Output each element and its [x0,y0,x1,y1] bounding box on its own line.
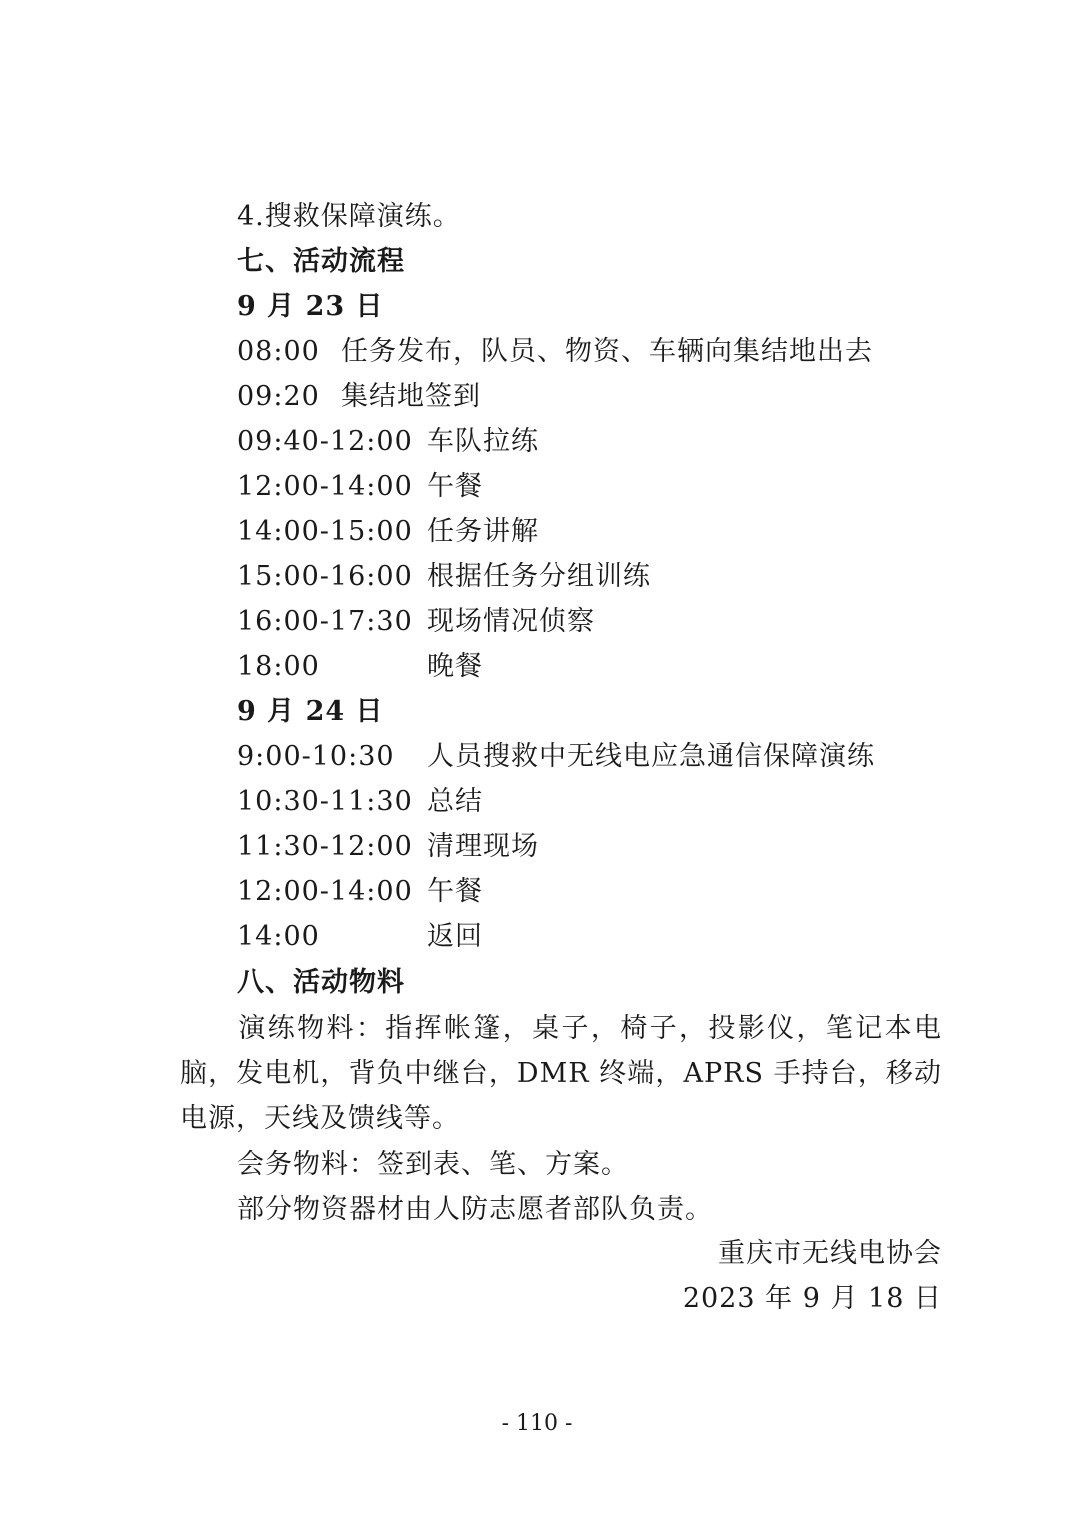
schedule-row [237,602,595,642]
schedule-time: 12:00-14:00 [237,876,413,907]
page-number: - 110 - [501,1411,573,1436]
schedule-task: 任务讲解 [427,516,539,547]
schedule-row [237,782,483,822]
schedule-time: 11:30-12:00 [237,831,413,862]
schedule-task: 午餐 [427,471,483,502]
schedule-task: 车队拉练 [427,426,539,457]
schedule-time: 9:00-10:30 [237,741,395,772]
schedule-row [237,647,483,687]
schedule-time: 18:00 [237,651,320,682]
schedule-task: 午餐 [427,876,483,907]
schedule-task: 根据任务分组训练 [427,561,651,592]
schedule-time: 09:20 [237,381,320,412]
schedule-task: 晚餐 [427,651,483,682]
schedule-time: 09:40-12:00 [237,426,413,457]
schedule-time: 10:30-11:30 [237,786,413,817]
paragraph-meeting-materials [180,1142,942,1187]
schedule-time: 15:00-16:00 [237,561,413,592]
signature-date: 2023 年 9 月 18 日 [682,1283,942,1314]
section-heading-activity-materials: 八、活动物料 [237,967,405,998]
schedule-time: 14:00-15:00 [237,516,413,547]
schedule-row [237,422,539,462]
schedule-task: 返回 [427,921,483,952]
schedule-row [237,332,873,372]
schedule-time: 16:00-17:30 [237,606,413,637]
list-item-search-rescue-drill: 4.搜救保障演练。 [237,201,461,232]
schedule-date-day2: 9 月 24 日 [237,696,384,727]
signature-organization: 重庆市无线电协会 [718,1238,942,1269]
schedule-task: 现场情况侦察 [427,606,595,637]
schedule-time: 12:00-14:00 [237,471,413,502]
schedule-row [237,377,481,417]
paragraph-drill-materials [180,1006,942,1141]
schedule-task: 人员搜救中无线电应急通信保障演练 [427,741,875,772]
schedule-row [237,467,483,507]
section-heading-activity-schedule: 七、活动流程 [237,246,405,277]
schedule-row [237,917,483,957]
schedule-task: 任务发布，队员、物资、车辆向集结地出去 [341,336,873,367]
schedule-task: 清理现场 [427,831,539,862]
paragraph-materials-note [180,1187,942,1232]
drill-materials-text: 演练物料：指挥帐篷，桌子，椅子，投影仪，笔记本电脑，发电机，背负中继台，DMR 终端，APRS 手持台，移动电源，天线及馈线等。 [180,1013,942,1134]
schedule-row [237,512,539,552]
schedule-date-day1: 9 月 23 日 [237,291,384,322]
schedule-task: 集结地签到 [341,381,481,412]
schedule-row [237,557,651,597]
schedule-row [237,872,483,912]
materials-note-text: 部分物资器材由人防志愿者部队负责。 [237,1194,713,1225]
schedule-time: 14:00 [237,921,320,952]
meeting-materials-text: 会务物料：签到表、笔、方案。 [237,1149,629,1180]
schedule-time: 08:00 [237,336,320,367]
schedule-row [237,737,875,777]
schedule-row [237,827,539,867]
schedule-task: 总结 [427,786,483,817]
